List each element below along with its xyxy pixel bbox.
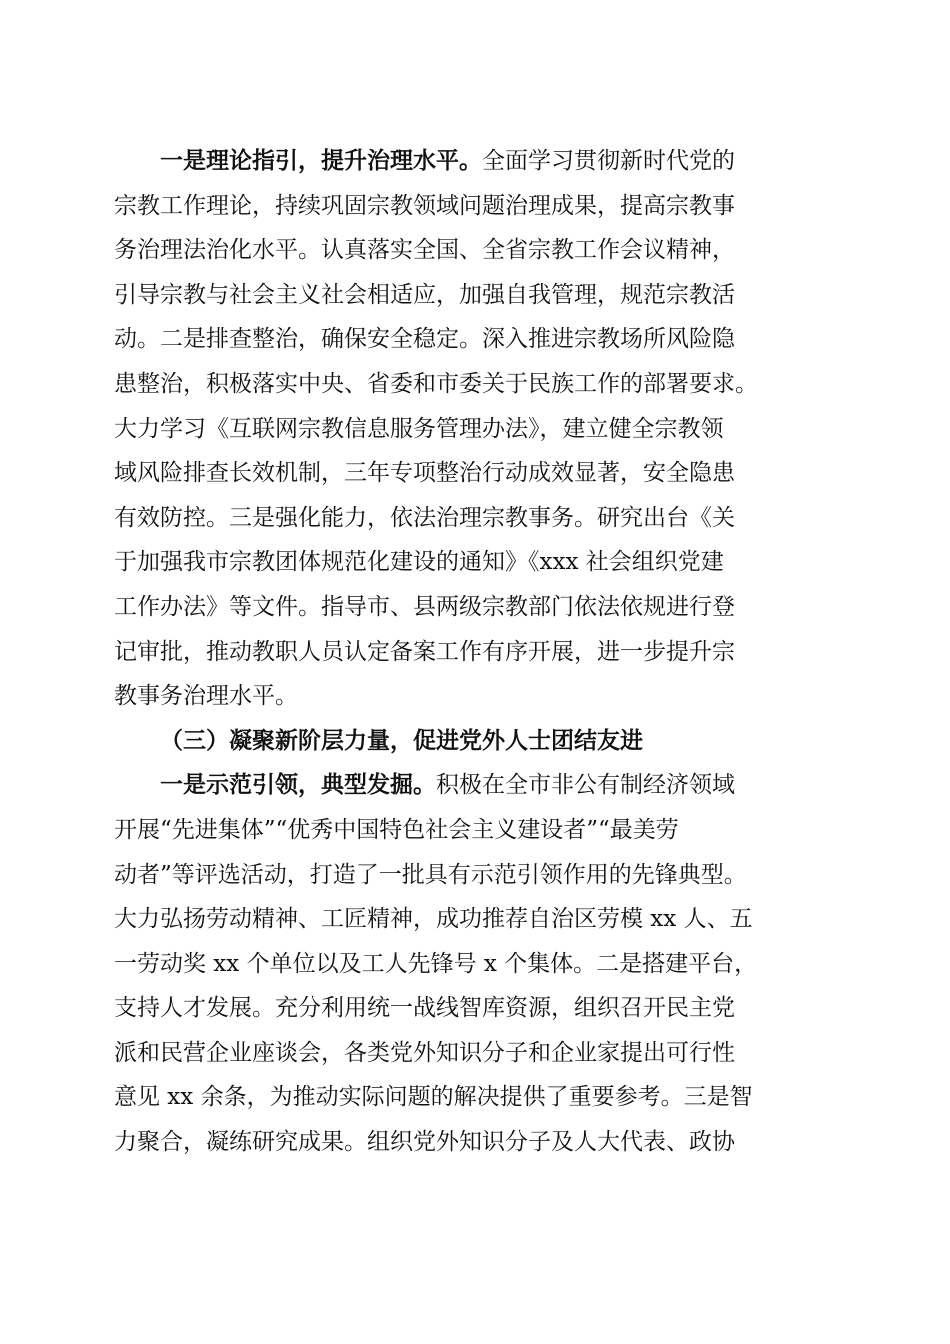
body-text: 动者”等评选活动，打造了一批具有示范引领作用的先锋典型。	[114, 861, 747, 888]
text-line	[114, 630, 844, 675]
body-text: 工作办法》等文件。指导市、县两级宗教部门依法依规进行登	[114, 593, 735, 620]
body-text: 动。二是排查整治，确保安全稳定。深入推进宗教场所风险隐	[114, 326, 735, 353]
text-line	[114, 808, 844, 853]
text-line	[114, 897, 844, 942]
text-line	[114, 407, 844, 452]
body-text: 力聚合，凝练研究成果。组织党外知识分子及人大代表、政协	[114, 1129, 735, 1156]
text-line	[114, 763, 844, 808]
text-line	[114, 451, 844, 496]
body-text: 教事务治理水平。	[114, 683, 298, 710]
text-line	[114, 139, 844, 184]
body-text: 一劳动奖 xx 个单位以及工人先锋号 x 个集体。二是搭建平台，	[114, 950, 758, 977]
bold-lead-text: （三）凝聚新阶层力量，促进党外人士团结友进	[160, 726, 643, 754]
text-line	[114, 317, 844, 362]
body-text: 大力学习《互联网宗教信息服务管理办法》，建立健全宗教领	[114, 415, 724, 442]
text-line	[114, 362, 844, 407]
text-line	[114, 1075, 844, 1120]
body-text: 记审批，推动教职人员认定备案工作有序开展，进一步提升宗	[114, 638, 735, 665]
body-text: 支持人才发展。充分利用统一战线智库资源，组织召开民主党	[114, 995, 735, 1022]
body-text: 派和民营企业座谈会，各类党外知识分子和企业家提出可行性	[114, 1039, 735, 1066]
body-text: 患整治，积极落实中央、省委和市委关于民族工作的部署要求。	[114, 370, 758, 397]
text-line	[114, 1120, 844, 1165]
body-text: 开展“先进集体”“优秀中国特色社会主义建设者”“最美劳	[114, 816, 679, 843]
body-text: 于加强我市宗教团体规范化建设的通知》《xxx 社会组织党建	[114, 549, 724, 576]
body-text: 积极在全市非公有制经济领域	[436, 772, 735, 799]
body-text: 有效防控。三是强化能力，依法治理宗教事务。研究出台《关	[114, 504, 735, 531]
text-line	[114, 986, 844, 1031]
text-line	[114, 540, 844, 585]
text-line	[114, 719, 844, 764]
text-line	[114, 674, 844, 719]
body-text: 宗教工作理论，持续巩固宗教领域问题治理成果，提高宗教事	[114, 192, 735, 219]
body-text: 大力弘扬劳动精神、工匠精神，成功推荐自治区劳模 xx 人、五	[114, 906, 753, 933]
text-line	[114, 496, 844, 541]
text-line	[114, 273, 844, 318]
body-text: 意见 xx 余条，为推动实际问题的解决提供了重要参考。三是智	[114, 1084, 753, 1111]
document-body	[114, 139, 844, 1165]
bold-lead-text: 一是理论指引，提升治理水平。	[160, 147, 482, 174]
text-line	[114, 184, 844, 229]
body-text: 务治理法治化水平。认真落实全国、全省宗教工作会议精神，	[114, 237, 735, 264]
body-text: 域风险排查长效机制，三年专项整治行动成效显著，安全隐患	[114, 460, 735, 487]
text-line	[114, 228, 844, 273]
text-line	[114, 942, 844, 987]
body-text: 全面学习贯彻新时代党的	[482, 148, 735, 174]
text-line	[114, 853, 844, 898]
text-line	[114, 1031, 844, 1076]
body-text: 引导宗教与社会主义社会相适应，加强自我管理，规范宗教活	[114, 281, 735, 308]
bold-lead-text: 一是示范引领，典型发掘。	[160, 771, 436, 799]
text-line	[114, 585, 844, 630]
